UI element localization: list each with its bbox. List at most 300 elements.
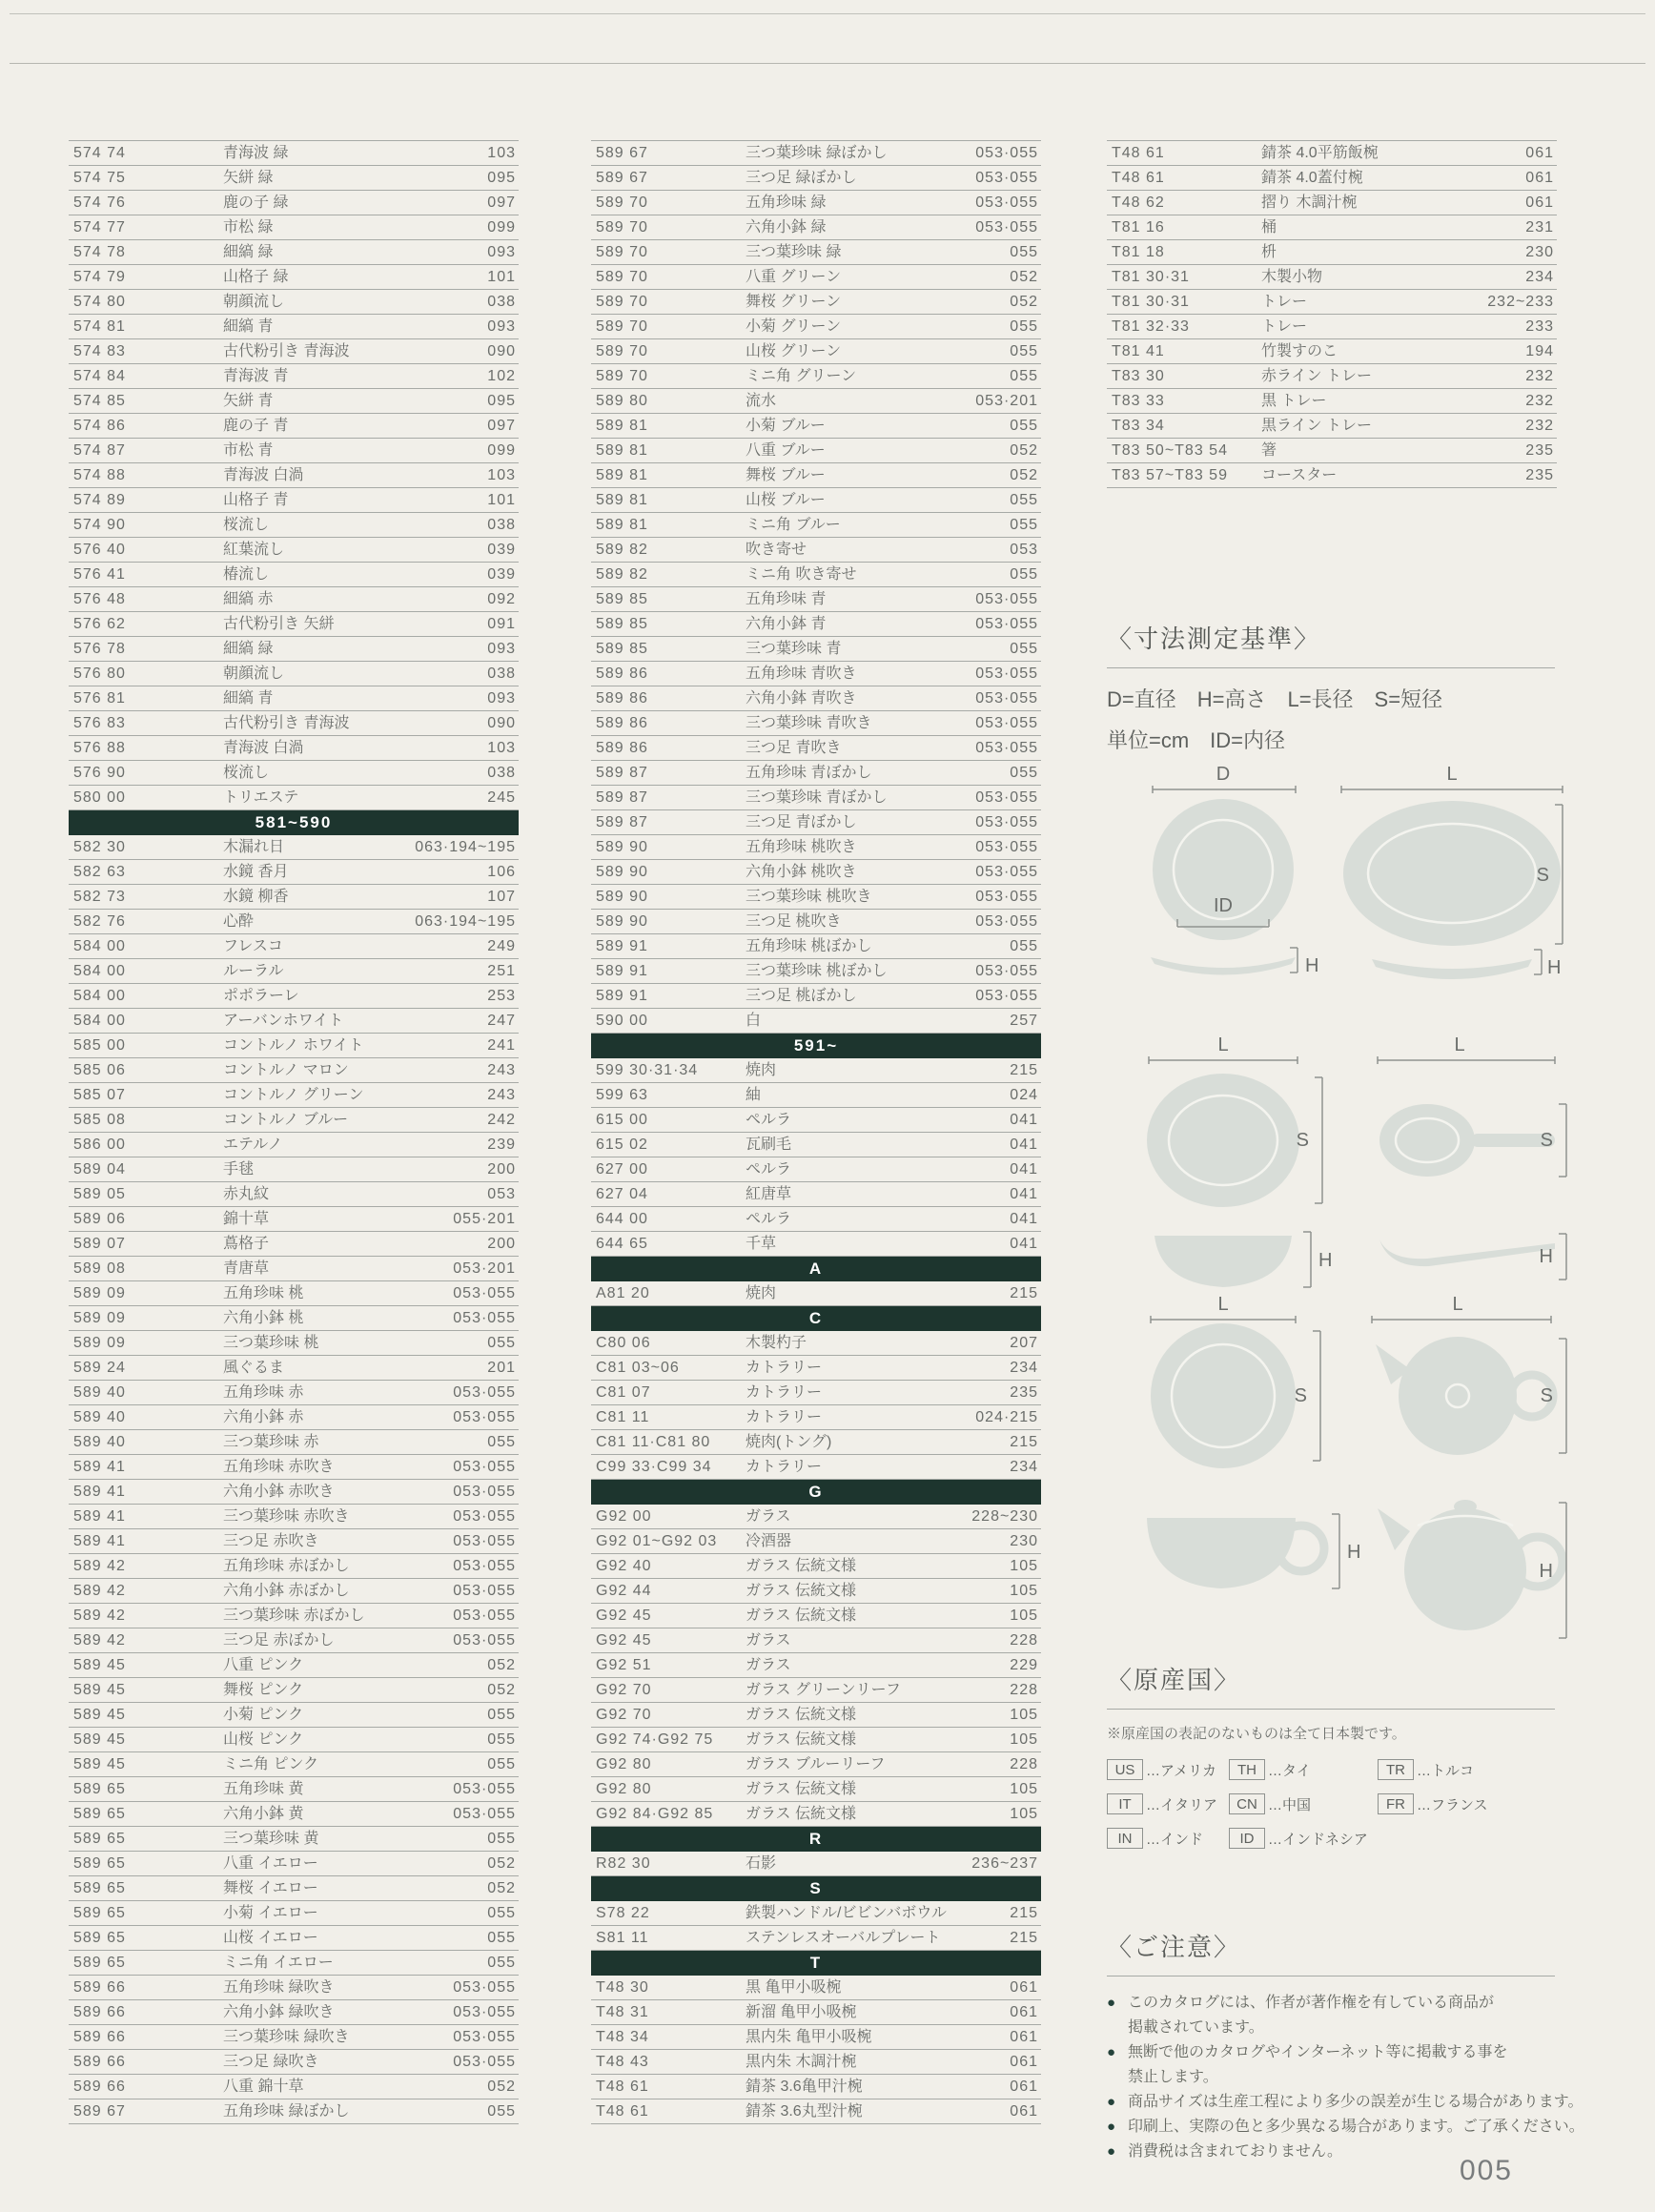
index-row: [1107, 166, 1557, 191]
index-row: [591, 563, 1041, 587]
product-code: C99 33·C99 34: [596, 1459, 712, 1475]
page-ref: 053·055: [975, 963, 1038, 979]
index-row: [591, 612, 1041, 637]
top-divider-2: [10, 63, 1645, 64]
product-code: 589 45: [73, 1731, 126, 1748]
page-ref: 235: [1010, 1384, 1038, 1401]
product-code: 589 40: [73, 1434, 126, 1450]
page-ref: 053·055: [453, 1459, 516, 1475]
index-row: [69, 2050, 519, 2075]
section-divider: [591, 1480, 1041, 1505]
page-ref: 234: [1525, 269, 1554, 285]
page-ref: 052: [487, 2079, 516, 2095]
index-row: [69, 885, 519, 910]
product-code: 589 85: [596, 616, 648, 632]
product-code: T83 33: [1112, 393, 1165, 409]
index-row: [591, 910, 1041, 934]
page-ref: 053·055: [975, 170, 1038, 186]
product-code: 589 09: [73, 1310, 126, 1326]
deep-plate-and-bowl-diagram: [1147, 1034, 1332, 1287]
index-row: [69, 1257, 519, 1281]
product-name: ガラス 伝統文様: [746, 1731, 856, 1748]
product-code: 589 45: [73, 1756, 126, 1772]
index-row: [69, 1083, 519, 1108]
product-name: 矢絣 青: [223, 393, 274, 409]
page-ref: 097: [487, 195, 516, 211]
product-name: 小菊 ブルー: [746, 418, 826, 434]
section-divider-label: A: [808, 1260, 824, 1278]
product-code: T48 61: [596, 2103, 649, 2120]
index-row: [591, 1678, 1041, 1703]
page-ref: 053·055: [453, 2054, 516, 2070]
product-name: 五角珍味 黄: [223, 1781, 304, 1797]
product-code: 589 87: [596, 789, 648, 806]
index-row: [69, 364, 519, 389]
page-ref: 232: [1525, 368, 1554, 384]
teapot-top-diagram: [1372, 1294, 1566, 1455]
product-name: 三つ葉珍味 緑吹き: [223, 2029, 350, 2045]
product-name: 三つ葉珍味 青: [746, 641, 842, 657]
index-row: [591, 1777, 1041, 1802]
product-name: 摺り 木調汁椀: [1261, 195, 1358, 211]
product-code: 589 42: [73, 1558, 126, 1574]
page-ref: 090: [487, 715, 516, 731]
index-row: [69, 1653, 519, 1678]
country-name: …アメリカ: [1146, 1762, 1216, 1779]
index-row: [591, 1554, 1041, 1579]
length-label: L: [1452, 1294, 1463, 1315]
index-row: [69, 1827, 519, 1852]
page-ref: 038: [487, 517, 516, 533]
page-ref: 063·194~195: [415, 913, 516, 930]
product-code: 589 70: [596, 219, 648, 236]
product-code: 589 67: [73, 2103, 126, 2120]
product-name: 三つ足 桃吹き: [746, 913, 842, 930]
index-row: [591, 761, 1041, 786]
product-name: 桜流し: [223, 517, 270, 533]
index-row: [69, 1852, 519, 1876]
product-name: 青海波 緑: [223, 145, 289, 161]
page-ref: 105: [1010, 1608, 1038, 1624]
page-ref: 200: [487, 1161, 516, 1178]
length-label: L: [1454, 1034, 1465, 1055]
index-row: [591, 414, 1041, 439]
country-name: …インドネシア: [1268, 1831, 1368, 1848]
product-name: 紬: [746, 1087, 762, 1103]
page-ref: 041: [1010, 1161, 1038, 1178]
page-ref: 091: [487, 616, 516, 632]
index-row: [69, 910, 519, 934]
product-code: 584 00: [73, 963, 126, 979]
product-code: 589 70: [596, 244, 648, 260]
product-code: 585 08: [73, 1112, 126, 1128]
index-row: [69, 389, 519, 414]
page-ref: 024·215: [975, 1409, 1038, 1425]
page-ref: 055: [487, 2103, 516, 2120]
page-ref: 106: [487, 864, 516, 880]
product-name: トレー: [1261, 318, 1308, 335]
page-ref: 239: [487, 1137, 516, 1153]
product-code: 585 06: [73, 1062, 126, 1078]
product-name: 紅葉流し: [223, 542, 285, 558]
page-ref: 053: [1010, 542, 1038, 558]
product-name: ガラス 伝統文様: [746, 1707, 856, 1723]
product-name: 蔦格子: [223, 1236, 270, 1252]
product-name: ガラス 伝統文様: [746, 1583, 856, 1599]
index-row: [591, 2099, 1041, 2124]
page-ref: 215: [1010, 1905, 1038, 1921]
product-code: 644 65: [596, 1236, 648, 1252]
page-ref: 055: [487, 1434, 516, 1450]
index-row: [591, 959, 1041, 984]
product-name: 朝顔流し: [223, 294, 285, 310]
product-name: 三つ葉珍味 赤吹き: [223, 1508, 350, 1525]
index-row: [69, 2025, 519, 2050]
page-ref: 053·055: [975, 145, 1038, 161]
product-name: コントルノ ホワイト: [223, 1037, 364, 1054]
product-code: T83 30: [1112, 368, 1165, 384]
page-ref: 053·055: [975, 591, 1038, 607]
page-ref: 052: [487, 1880, 516, 1896]
product-code: 589 87: [596, 765, 648, 781]
short-diameter-label: S: [1296, 1130, 1309, 1151]
product-code: 576 48: [73, 591, 126, 607]
product-name: 市松 青: [223, 442, 274, 459]
product-code: 589 07: [73, 1236, 126, 1252]
product-name: カトラリー: [746, 1409, 823, 1425]
product-name: 舞桜 ブルー: [746, 467, 826, 483]
index-row: [69, 1182, 519, 1207]
index-row: [591, 2050, 1041, 2075]
product-name: 八重 ブルー: [746, 442, 826, 459]
origin-entry: [1107, 1793, 1229, 1814]
product-code: 576 90: [73, 765, 126, 781]
product-name: 錆茶 3.6亀甲汁椀: [746, 2079, 863, 2095]
product-name: 六角小鉢 赤: [223, 1409, 304, 1425]
page-ref: 093: [487, 244, 516, 260]
page-ref: 055: [1010, 318, 1038, 335]
page-ref: 055: [1010, 492, 1038, 508]
index-row: [69, 959, 519, 984]
page-ref: 055: [487, 1905, 516, 1921]
page-ref: 041: [1010, 1211, 1038, 1227]
page-ref: 053·055: [975, 789, 1038, 806]
product-code: 576 83: [73, 715, 126, 731]
index-row: [69, 265, 519, 290]
product-name: カトラリー: [746, 1459, 823, 1475]
product-name: カトラリー: [746, 1384, 823, 1401]
section-divider: [591, 1827, 1041, 1852]
page-ref: 101: [487, 492, 516, 508]
index-row: [69, 1703, 519, 1728]
product-code: 589 67: [596, 145, 648, 161]
product-code: 589 42: [73, 1608, 126, 1624]
length-label: L: [1217, 1034, 1229, 1055]
page-ref: 105: [1010, 1583, 1038, 1599]
product-name: 黒 亀甲小吸椀: [746, 1979, 842, 1996]
product-code: 576 41: [73, 566, 126, 583]
product-name: 赤ライン トレー: [1261, 368, 1372, 384]
page-ref: 234: [1010, 1459, 1038, 1475]
index-row: [591, 290, 1041, 315]
page-ref: 235: [1525, 467, 1554, 483]
page-ref: 055: [1010, 566, 1038, 583]
section-divider: [591, 1034, 1041, 1058]
index-row: [1107, 240, 1557, 265]
page-ref: 052: [1010, 467, 1038, 483]
page-ref: 103: [487, 467, 516, 483]
product-code: 589 66: [73, 2029, 126, 2045]
product-name: 六角小鉢 桃吹き: [746, 864, 857, 880]
page-ref: 095: [487, 393, 516, 409]
page-ref: 061: [1010, 1979, 1038, 1996]
index-row: [69, 835, 519, 860]
country-code-box: TH: [1229, 1759, 1265, 1780]
index-row: [69, 191, 519, 215]
product-name: ガラス: [746, 1632, 791, 1649]
product-name: 五角珍味 青ぼかし: [746, 765, 872, 781]
product-code: G92 74·G92 75: [596, 1731, 714, 1748]
product-code: 574 89: [73, 492, 126, 508]
page-ref: 041: [1010, 1186, 1038, 1202]
index-row: [1107, 439, 1557, 463]
page-ref: 228~230: [971, 1508, 1038, 1525]
index-row: [69, 1752, 519, 1777]
product-code: 599 63: [596, 1087, 648, 1103]
index-row: [591, 1058, 1041, 1083]
page-ref: 061: [1010, 2103, 1038, 2120]
product-name: フレスコ: [223, 938, 283, 954]
product-code: 582 63: [73, 864, 126, 880]
diameter-label: D: [1216, 764, 1231, 785]
height-label: H: [1547, 957, 1562, 978]
product-code: 589 66: [73, 2054, 126, 2070]
page-ref: 233: [1525, 318, 1554, 335]
product-name: エテルノ: [223, 1137, 283, 1153]
product-name: 焼肉: [746, 1062, 777, 1078]
country-code-box: US: [1107, 1759, 1143, 1780]
product-name: 錦十草: [223, 1211, 270, 1227]
index-row: [69, 141, 519, 166]
product-code: 586 00: [73, 1137, 126, 1153]
product-code: 589 67: [596, 170, 648, 186]
product-name: 鹿の子 青: [223, 418, 289, 434]
page-ref: 052: [1010, 269, 1038, 285]
product-code: S81 11: [596, 1930, 649, 1946]
index-row: [591, 364, 1041, 389]
index-row: [591, 1653, 1041, 1678]
product-name: 三つ足 赤ぼかし: [223, 1632, 335, 1649]
product-name: 山格子 緑: [223, 269, 289, 285]
index-row: [69, 1157, 519, 1182]
origin-entry: [1229, 1793, 1378, 1814]
index-row: [69, 612, 519, 637]
page-ref: 061: [1010, 2054, 1038, 2070]
country-name: …タイ: [1268, 1762, 1311, 1779]
product-name: 六角小鉢 桃: [223, 1310, 304, 1326]
index-row: [69, 2000, 519, 2025]
product-code: 589 41: [73, 1533, 126, 1549]
page-ref: 053·055: [975, 666, 1038, 682]
product-code: 580 00: [73, 789, 126, 806]
dimension-units: 単位=cm ID=内径: [1107, 728, 1286, 752]
page-ref: 215: [1010, 1285, 1038, 1301]
product-code: G92 45: [596, 1632, 652, 1649]
page-ref: 053·055: [975, 913, 1038, 930]
country-code-box: CN: [1229, 1793, 1265, 1814]
product-code: 589 86: [596, 740, 648, 756]
index-row: [591, 2075, 1041, 2099]
index-row: [591, 934, 1041, 959]
product-code: 589 42: [73, 1583, 126, 1599]
product-code: 574 86: [73, 418, 126, 434]
product-code: 574 78: [73, 244, 126, 260]
product-code: C81 11: [596, 1409, 650, 1425]
height-label: H: [1539, 1561, 1553, 1582]
section-divider-label: R: [808, 1830, 824, 1848]
country-code-box: IT: [1107, 1793, 1143, 1814]
page-ref: 052: [487, 1855, 516, 1872]
index-row: [69, 1604, 519, 1628]
product-code: G92 40: [596, 1558, 652, 1574]
product-name: コースター: [1261, 467, 1338, 483]
product-name: 木漏れ日: [223, 839, 285, 855]
page-ref: 099: [487, 219, 516, 236]
product-code: C81 03~06: [596, 1360, 680, 1376]
product-name: 八重 ピンク: [223, 1657, 304, 1673]
product-code: 589 66: [73, 2004, 126, 2020]
page-ref: 055: [1010, 244, 1038, 260]
product-name: 五角珍味 桃吹き: [746, 839, 857, 855]
product-name: 手毬: [223, 1161, 255, 1178]
index-row: [69, 1306, 519, 1331]
product-code: 585 00: [73, 1037, 126, 1054]
spoon-diagram: [1378, 1034, 1566, 1280]
product-name: コントルノ グリーン: [223, 1087, 364, 1103]
product-name: 細縞 青: [223, 318, 274, 335]
page-ref: 093: [487, 318, 516, 335]
product-name: 新溜 亀甲小吸椀: [746, 2004, 857, 2020]
product-code: 589 65: [73, 1905, 126, 1921]
page-ref: 053: [487, 1186, 516, 1202]
product-name: コントルノ ブルー: [223, 1112, 349, 1128]
page-ref: 053·055: [975, 690, 1038, 707]
page-ref: 055: [487, 1955, 516, 1971]
product-code: 589 90: [596, 889, 648, 905]
index-row: [69, 860, 519, 885]
page-ref: 055: [1010, 368, 1038, 384]
product-code: 589 70: [596, 343, 648, 359]
product-name: 市松 緑: [223, 219, 274, 236]
page-ref: 053·055: [453, 2029, 516, 2045]
product-name: 山桜 イエロー: [223, 1930, 318, 1946]
page-ref: 249: [487, 938, 516, 954]
index-row: [1107, 315, 1557, 339]
product-name: 錆茶 4.0蓋付椀: [1261, 170, 1363, 186]
index-row: [591, 1703, 1041, 1728]
product-code: 589 90: [596, 913, 648, 930]
product-code: T81 30·31: [1112, 269, 1190, 285]
product-code: 589 70: [596, 269, 648, 285]
section-underline: [1107, 1709, 1555, 1710]
product-code: 574 77: [73, 219, 126, 236]
product-code: 584 00: [73, 988, 126, 1004]
product-code: 589 05: [73, 1186, 126, 1202]
index-row: [591, 1579, 1041, 1604]
section-divider: [69, 810, 519, 835]
index-row: [69, 1009, 519, 1034]
product-code: 589 41: [73, 1508, 126, 1525]
product-code: 589 06: [73, 1211, 126, 1227]
product-code: T81 16: [1112, 219, 1165, 236]
notice-item: ● 商品サイズは生産工程により多少の誤差が生じる場合があります。: [1107, 2090, 1564, 2115]
index-row: [69, 339, 519, 364]
index-row: [69, 1777, 519, 1802]
product-code: 589 86: [596, 715, 648, 731]
page-ref: 194: [1525, 343, 1554, 359]
product-name: 木製杓子: [746, 1335, 807, 1351]
product-code: 589 65: [73, 1806, 126, 1822]
product-name: 五角珍味 赤ぼかし: [223, 1558, 350, 1574]
page-ref: 038: [487, 294, 516, 310]
product-name: 桜流し: [223, 765, 270, 781]
index-row: [69, 1133, 519, 1157]
product-name: 青海波 青: [223, 368, 289, 384]
product-code: T48 61: [1112, 170, 1165, 186]
product-name: 水鏡 香月: [223, 864, 289, 880]
product-code: 582 76: [73, 913, 126, 930]
section-divider: [591, 1306, 1041, 1331]
index-row: [591, 1405, 1041, 1430]
product-code: 584 00: [73, 938, 126, 954]
index-row: [1107, 141, 1557, 166]
index-row: [591, 1852, 1041, 1876]
product-name: ガラス 伝統文様: [746, 1781, 856, 1797]
product-name: 流水: [746, 393, 777, 409]
index-row: [69, 711, 519, 736]
product-name: 心酔: [223, 913, 255, 930]
index-row: [591, 2000, 1041, 2025]
page-ref: 090: [487, 343, 516, 359]
page-ref: 052: [1010, 442, 1038, 459]
product-name: 古代粉引き 矢絣: [223, 616, 335, 632]
index-row: [69, 587, 519, 612]
country-code-box: IN: [1107, 1828, 1143, 1849]
index-row: [591, 265, 1041, 290]
product-name: 朝顔流し: [223, 666, 285, 682]
index-row: [69, 463, 519, 488]
product-code: 584 00: [73, 1013, 126, 1029]
product-code: 615 02: [596, 1137, 648, 1153]
notice-section: [1107, 1928, 1584, 2164]
index-row: [69, 513, 519, 538]
product-code: 589 45: [73, 1682, 126, 1698]
product-code: 574 79: [73, 269, 126, 285]
page-ref: 232~233: [1487, 294, 1554, 310]
product-name: トレー: [1261, 294, 1308, 310]
origin-grid: [1107, 1759, 1564, 1849]
product-code: 644 00: [596, 1211, 648, 1227]
page-ref: 053·055: [975, 988, 1038, 1004]
page-ref: 055·201: [453, 1211, 516, 1227]
page-ref: 024: [1010, 1087, 1038, 1103]
product-code: 589 45: [73, 1707, 126, 1723]
section-divider-label: S: [809, 1879, 823, 1897]
circle-plate-top-diagram: [1151, 764, 1318, 976]
page-ref: 243: [487, 1087, 516, 1103]
page-ref: 097: [487, 418, 516, 434]
product-name: 鉄製ハンドル/ビビンバボウル: [746, 1905, 947, 1921]
